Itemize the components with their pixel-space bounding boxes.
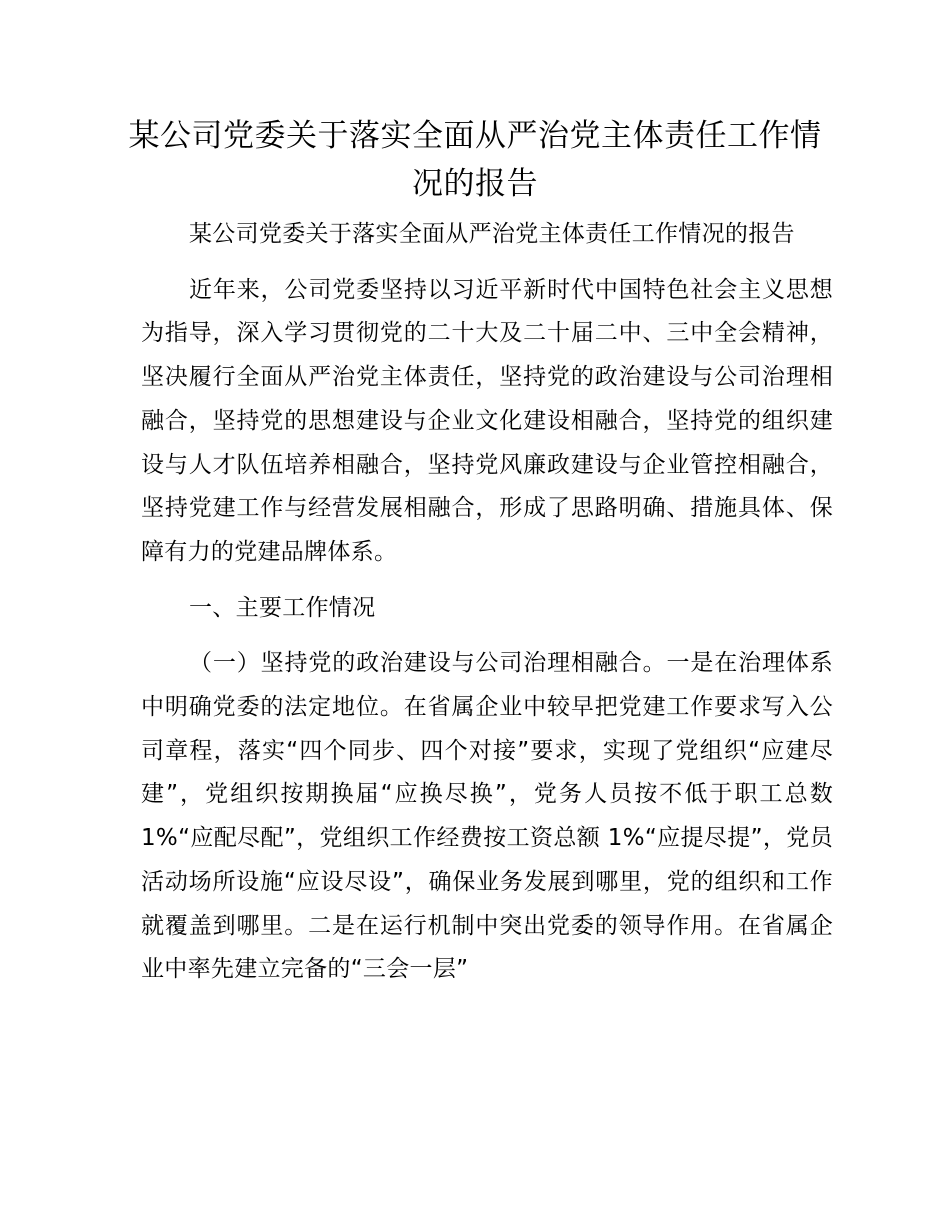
intro-paragraph: 近年来，公司党委坚持以习近平新时代中国特色社会主义思想为指导，深入学习贯彻党的二十大及二十届二中、三中全会精神，坚决履行全面从严治党主体责任，坚持党的政治建设与公司治理相融合，坚持党的思想建设与企业文化建设相融合，坚持党的组织建设与人才队伍培养相融合，坚持党风廉政建设与企业管控相融合，坚持党建工作与经营发展相融合，形成了思路明确、措施具体、保障有力的党建品牌体系。 — [141, 276, 833, 565]
document-body — [141, 213, 833, 1004]
section-heading: 一、主要工作情况 — [189, 594, 376, 621]
subtitle-paragraph: 某公司党委关于落实全面从严治党主体责任工作情况的报告 — [189, 221, 795, 247]
document-title: 某公司党委关于落实全面从严治党主体责任工作情况的报告 — [128, 118, 822, 202]
section-paragraph: （一）坚持党的政治建设与公司治理相融合。一是在治理体系中明确党委的法定地位。在省属企业中较早把党建工作要求写入公司章程，落实“四个同步、四个对接”要求，实现了党组织“应建尽建”，党组织按期换届“应换尽换”，党务人员按不低于职工总数 1%“应配尽配”，党组织工作经费按工资总额 1%“应提尽提”，党员活动场所设施“应设尽设”，确保业务发展到哪里，党的组织和工作就覆盖到哪里。二是在运行机制中突出党委的领导作用。在省属企业中率先建立完备的“三会一层” — [141, 650, 833, 983]
